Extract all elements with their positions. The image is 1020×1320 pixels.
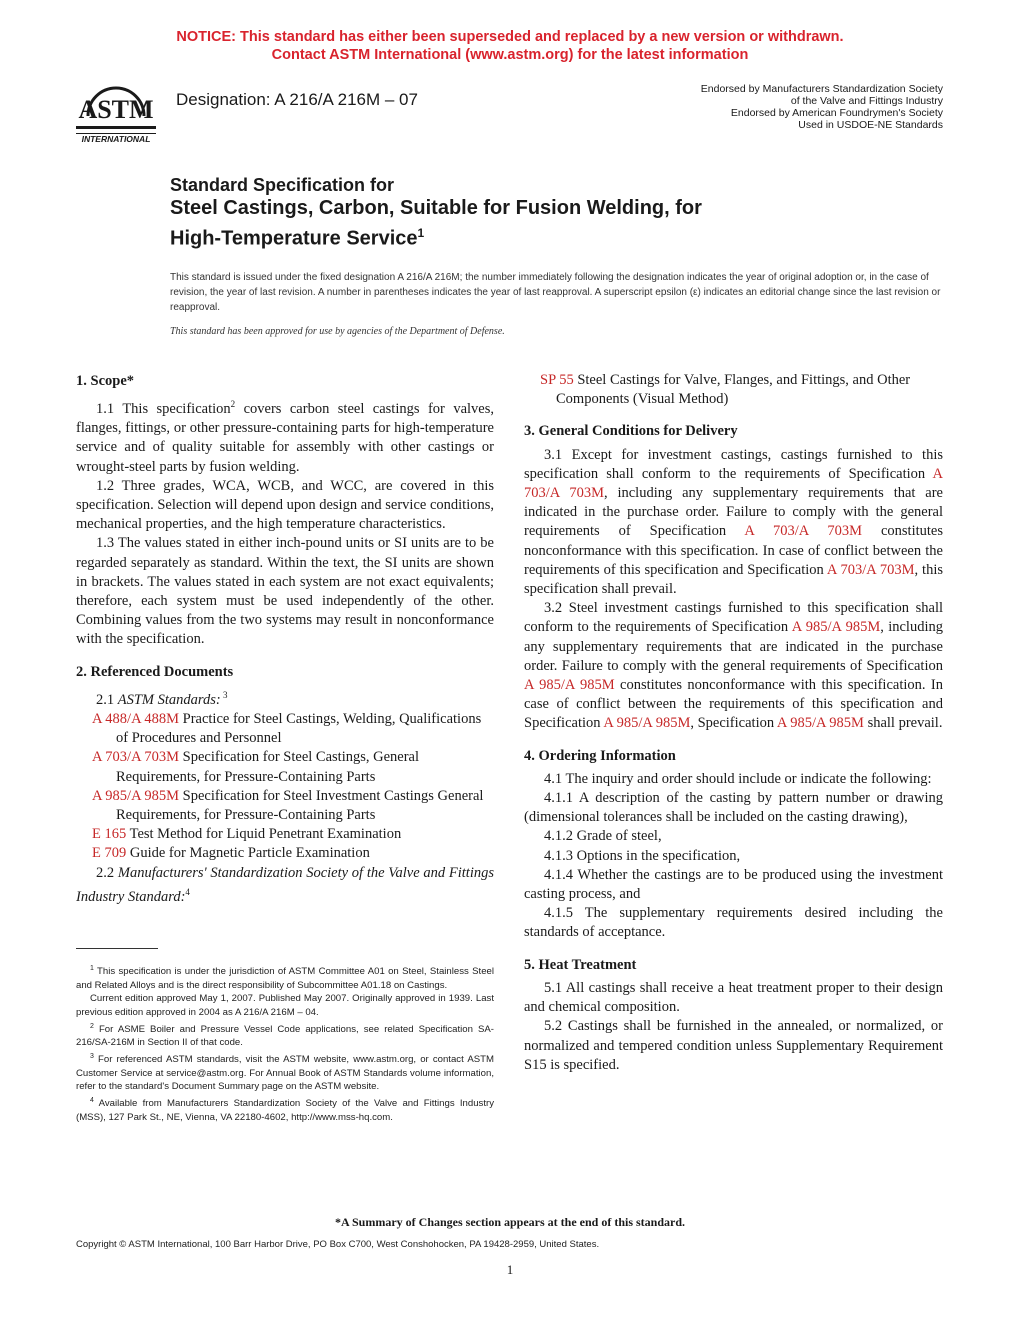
para-4-1-3: 4.1.3 Options in the specification, [544,847,741,864]
withdrawal-notice [0,28,1020,64]
endorsement-line: Endorsed by Manufacturers Standardization Society [700,83,943,95]
summary-note: *A Summary of Changes section appears at the end of this standard. [334,1215,686,1229]
footnote: $^3$ For referenced ASTM standards, visit the ASTM website, www.astm.org, or contact ASTM Customer Service at service@astm.org. For Annual Book of ASTM Standards volume information, refer to the standard's Document Summary page on the ASTM website. [76,1052,494,1093]
para-4-1-2: 4.1.2 Grade of steel, [544,828,662,845]
para-5-1: 5.1 All castings shall receive a heat treatment proper to their design and chemical composition. [524,979,943,1016]
astm-logo [70,76,160,148]
title-footnote-ref: 1 [417,226,425,240]
para-1-2: 1.2 Three grades, WCA, WCB, and WCC, are covered in this specification. Selection will depend upon design and service conditions, mechanical properties, and the high temperature characteristics. [76,477,494,533]
page-number: 1 [506,1262,514,1277]
para-1-1: 1.1 This specification$^2$ covers carbon steel castings for valves, flanges, fittings, or other pressure-containing parts for high-temperature service and of quality suitable for assembly with other castings or wrought-steel parts by fusion welding. [76,399,494,475]
reference-link[interactable]: A 703/A 703M [744,523,863,540]
reference-link[interactable]: A 488/A 488M [92,710,180,727]
reference-link[interactable]: A 985/A 985M [603,715,691,732]
footnote: $^4$ Available from Manufacturers Standardization Society of the Valve and Fittings Industry (MSS), 127 Park St., NE, Vienna, VA 22180-4602, http://www.mss-hq.com. [76,1096,494,1123]
para-3-2: 3.2 Steel investment castings furnished to this specification shall conform to the requirements of Specification A 985/A 985M, including any supplementary requirements that are indicated in the purchase order. Failure to comply with the general requirements of Specification A 985/A 985M constitutes nonconformance with this specification. In case of conflict between the requirements of this specification and Specification A 985/A 985M, Specification A 985/A 985M shall prevail. [524,600,944,732]
para-4-1: 4.1 The inquiry and order should include or indicate the following: [544,770,932,787]
section-4-heading: 4. Ordering Information [524,747,676,764]
endorsement-line: Endorsed by American Foundrymen's Society [730,107,943,119]
notice-line-1: NOTICE: This standard has either been superseded and replaced by a new version or withdrawn. [176,29,844,45]
para-4-1-4: 4.1.4 Whether the castings are to be produced using the investment casting process, and [524,866,943,903]
para-5-2: 5.2 Castings shall be furnished in the annealed, or normalized, or normalized and tempered condition unless Supplementary Requirement S15 is specified. [524,1018,943,1073]
reference-link[interactable]: A 985/A 985M [92,787,180,804]
reference-item: A 703/A 703M Specification for Steel Castings, General Requirements, for Pressure-Containing Parts [92,749,420,785]
para-1-3: 1.3 The values stated in either inch-pound units or SI units are to be regarded separately as standard. Within the text, the SI units are shown in brackets. The values stated in each system are not exact equivalents; therefore, each system must be used independently of the other. Combining values from the two systems may result in nonconformance with the specification. [76,535,494,648]
endorsement-line: Used in USDOE-NE Standards [798,119,943,131]
para-2-2: 2.2 Manufacturers' Standardization Society of the Valve and Fittings Industry Standard:$^4$ [76,864,495,905]
reference-link[interactable]: A 985/A 985M [776,715,864,732]
footnote: Current edition approved May 1, 2007. Published May 2007. Originally approved in 1939. Last previous edition approved in 2004 as A 216/A 216M – 04. [76,993,494,1018]
reference-link[interactable]: A 703/A 703M [826,561,915,578]
copyright: Copyright © ASTM International, 100 Barr Harbor Drive, PO Box C700, West Conshohocken, PA 19428-2959, United States. [76,1239,600,1250]
para-4-1-1: 4.1.1 A description of the casting by pattern number or drawing (dimensional tolerances shall be included on the casting drawing), [524,790,943,826]
reference-item: E 709 Guide for Magnetic Particle Examination [92,845,370,862]
reference-link[interactable]: A 703/A 703M [524,465,943,502]
reference-link[interactable]: E 709 [92,845,127,862]
notice-line-2: Contact ASTM International (www.astm.org) for the latest information [271,47,749,63]
reference-link[interactable]: A 985/A 985M [524,677,615,694]
endorsement-line: of the Valve and Fittings Industry [790,95,943,107]
footnote: $^2$ For ASME Boiler and Pressure Vessel Code applications, see related Specification SA-216/SA-216M in Section II of that code. [76,1022,494,1049]
reference-item: SP 55 Steel Castings for Valve, Flanges, and Fittings, and Other Components (Visual Method) [540,372,911,408]
reference-item: A 985/A 985M Specification for Steel Investment Castings General Requirements, for Pressure-Containing Parts [92,787,484,823]
endorsements [701,83,943,131]
para-2-1: 2.1 ASTM Standards: $^3$ [96,689,228,708]
para-3-1: 3.1 Except for investment castings, castings furnished to this specification shall conform to the requirements of Specification A 703/A 703M, including any supplementary requirements that are indicated in the purchase order. Failure to comply with the general requirements of Specification A 703/A 703M constitutes nonconformance with this specification. In case of conflict between the requirements of this specification and Specification A 703/A 703M, this specification shall prevail. [524,446,944,598]
section-1-heading: 1. Scope* [76,373,134,389]
title-line-2: Steel Castings, Carbon, Suitable for Fusion Welding, for [170,197,702,219]
reference-item: A 488/A 488M Practice for Steel Castings, Welding, Qualifications of Procedures and Personnel [92,710,482,747]
title-line-3: High-Temperature Service [170,227,418,250]
logo-text: ASTM [78,95,154,124]
footnotes [76,962,494,1124]
para-4-1-5: 4.1.5 The supplementary requirements desired including the standards of acceptance. [524,905,943,941]
section-5-heading: 5. Heat Treatment [524,956,637,973]
reference-link[interactable]: SP 55 [540,372,574,388]
reference-link[interactable]: E 165 [92,826,127,843]
issued-statement: This standard is issued under the fixed designation A 216/A 216M; the number immediately following the designation indicates the year of original adoption or, in the case of revision, the year of last revision. A number in parentheses indicates the year of last reapproval. A superscript epsilon (ε) indicates an editorial change since the last revision or reapproval. [170,272,941,313]
footnote: $^1$ This specification is under the jurisdiction of ASTM Committee A01 on Steel, Stainless Steel and Related Alloys and is the direct responsibility of Subcommittee A01.18 on Castings. [76,965,494,991]
section-3-heading: 3. General Conditions for Delivery [524,423,738,440]
document-title [170,174,702,252]
section-2-heading: 2. Referenced Documents [76,663,234,680]
dod-approval: This standard has been approved for use by agencies of the Department of Defense. [170,326,505,337]
designation: Designation: A 216/A 216M – 07 [176,90,418,109]
left-column [76,372,494,907]
title-line-1: Standard Specification for [170,175,395,195]
reference-item: E 165 Test Method for Liquid Penetrant Examination [92,826,402,843]
right-column [524,371,943,1075]
reference-link[interactable]: A 985/A 985M [791,619,881,636]
reference-link[interactable]: A 703/A 703M [92,749,180,766]
footnote-divider [76,948,158,949]
logo-subtext: INTERNATIONAL [81,134,151,144]
